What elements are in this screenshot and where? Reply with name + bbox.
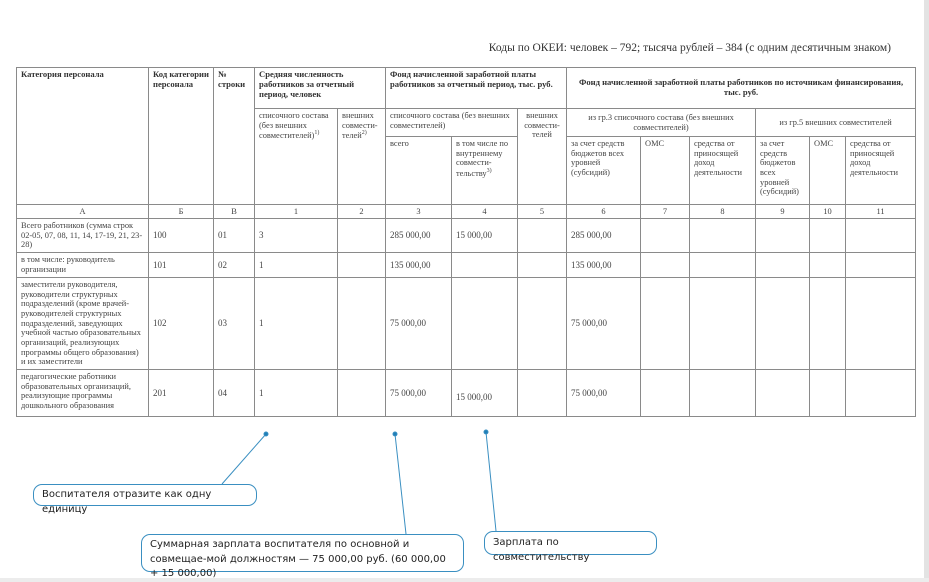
header-row-no: № строки	[214, 68, 255, 205]
cell-c1: 1	[255, 277, 338, 369]
leader-dot-count	[264, 432, 268, 436]
header-sources-gr5: из гр.5 внешних совместителей	[756, 109, 916, 137]
header-avg-count: Средняя численность работников за отчетный период, человек	[255, 68, 386, 109]
header-sources: Фонд начисленной заработной платы работников по источникам финансирования, тыс. руб.	[567, 68, 916, 109]
header-oms: ОМС	[641, 137, 690, 205]
header-oms-2: ОМС	[810, 137, 846, 205]
header-fund-list-internal-text: в том числе по внутреннему совмести-тельству	[456, 139, 509, 178]
cell-c3: 285 000,00	[386, 219, 452, 253]
index-cell: 9	[756, 205, 810, 219]
header-fund-ext: внешних совмести-телей	[518, 109, 567, 205]
footnote-3: 3)	[486, 167, 492, 174]
header-income-2: средства от приносящей доход деятельности	[846, 137, 916, 205]
cell-c1: 1	[255, 369, 338, 416]
cell-category: педагогические работники образовательных организаций, реализующие программы дошкольного образования	[17, 369, 149, 416]
cell-code: 102	[149, 277, 214, 369]
cell-row-no: 04	[214, 369, 255, 416]
cell-c1: 1	[255, 252, 338, 277]
index-cell: 10	[810, 205, 846, 219]
cell-code: 100	[149, 219, 214, 253]
cell-category: в том числе: руководитель организации	[17, 252, 149, 277]
cell-code: 201	[149, 369, 214, 416]
leader-dot-total	[393, 432, 397, 436]
callout-count-note: Воспитателя отразите как одну единицу	[33, 484, 257, 506]
header-avg-count-list-text: списочного состава (без внешних совместителей)	[259, 111, 329, 141]
cell-category: заместители руководителя, руководители структурных подразделений (кроме врачей-руководителей структурных подразделений, заведующих учебной частью образовательных организаций, реализующих программы общего образования) и их заместители	[17, 277, 149, 369]
cell-row-no: 01	[214, 219, 255, 253]
callout-parttime-note: Зарплата по совместительству	[484, 531, 657, 555]
cell-c3: 75 000,00	[386, 369, 452, 416]
okei-codes-note: Коды по ОКЕИ: человек – 792; тысяча рублей – 384 (с одним десятичным знаком)	[488, 42, 891, 54]
leader-line-count	[222, 434, 266, 484]
index-cell: В	[214, 205, 255, 219]
header-avg-count-ext-text: внешних совмести-телей	[342, 111, 378, 141]
header-sources-gr3: из гр.3 списочного состава (без внешних совместителей)	[567, 109, 756, 137]
cell-c6: 285 000,00	[567, 219, 641, 253]
header-budget-2: за счет средств бюджетов всех уровней (субсидий)	[756, 137, 810, 205]
footnote-1: 1)	[314, 130, 320, 137]
cell-c3: 75 000,00	[386, 277, 452, 369]
cell-code: 101	[149, 252, 214, 277]
cell-c4: 15 000,00	[452, 369, 518, 416]
header-fund-list-total: всего	[386, 137, 452, 205]
leader-line-total	[395, 434, 406, 534]
cell-c6: 75 000,00	[567, 277, 641, 369]
leader-dot-parttime	[484, 430, 488, 434]
index-cell: А	[17, 205, 149, 219]
cell-category: Всего работников (сумма строк 02-05, 07, 08, 11, 14, 17-19, 21, 23-28)	[17, 219, 149, 253]
index-cell: 1	[255, 205, 338, 219]
index-cell: 7	[641, 205, 690, 219]
cell-c3: 135 000,00	[386, 252, 452, 277]
index-cell: 5	[518, 205, 567, 219]
header-fund: Фонд начисленной заработной платы работников за отчетный период, тыс. руб.	[386, 68, 567, 109]
index-cell: 3	[386, 205, 452, 219]
cell-row-no: 03	[214, 277, 255, 369]
header-category: Категория персонала	[17, 68, 149, 205]
cell-c1: 3	[255, 219, 338, 253]
index-cell: 8	[690, 205, 756, 219]
cell-c6: 75 000,00	[567, 369, 641, 416]
index-cell: 4	[452, 205, 518, 219]
vertical-scrollbar[interactable]	[924, 0, 929, 578]
index-cell: 2	[338, 205, 386, 219]
index-cell: Б	[149, 205, 214, 219]
cell-row-no: 02	[214, 252, 255, 277]
index-cell: 6	[567, 205, 641, 219]
callout-total-note: Суммарная зарплата воспитателя по основной и совмещае-мой должностям — 75 000,00 руб. (60 000,00 + 15 000,00)	[141, 534, 464, 572]
cell-c6: 135 000,00	[567, 252, 641, 277]
footnote-2: 2)	[361, 130, 367, 137]
header-income: средства от приносящей доход деятельности	[690, 137, 756, 205]
leader-line-parttime	[486, 432, 496, 531]
cell-c4: 15 000,00	[452, 219, 518, 253]
header-code: Код категории персонала	[149, 68, 214, 205]
header-budget: за счет средств бюджетов всех уровней (субсидий)	[567, 137, 641, 205]
index-cell: 11	[846, 205, 916, 219]
header-fund-list: списочного состава (без внешних совместителей)	[386, 109, 518, 137]
